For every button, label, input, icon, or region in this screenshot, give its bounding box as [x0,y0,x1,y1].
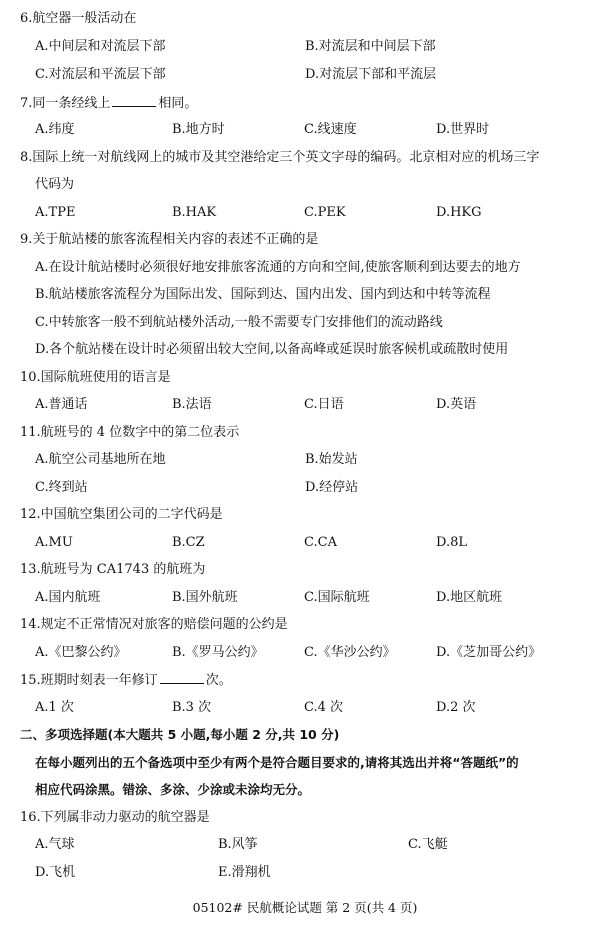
question-8-stem-line2: 代码为 [35,177,75,192]
question-11-option-d: D.经停站 [305,480,359,495]
question-16-option-b: B.风筝 [218,837,258,852]
question-11-option-c: C.终到站 [35,480,88,495]
question-9-option-b: B.航站楼旅客流程分为国际出发、国际到达、国内出发、国内到达和中转等流程 [35,287,491,302]
question-9-option-a: A.在设计航站楼时必须很好地安排旅客流通的方向和空间,使旅客顺利到达要去的地方 [35,260,521,275]
section-2-heading: 二、多项选择题(本大题共 5 小题,每小题 2 分,共 10 分) [20,727,340,742]
question-15-blank [160,671,204,684]
question-10-option-c: C.日语 [304,397,344,412]
question-16-option-e: E.滑翔机 [218,865,271,880]
question-12-option-b: B.CZ [172,535,205,550]
question-15-stem-start: 15.班期时刻表一年修订 [20,673,158,688]
question-13-option-d: D.地区航班 [436,590,503,605]
question-14-stem: 14.规定不正常情况对旅客的赔偿问题的公约是 [20,617,288,632]
question-14-option-c: C.《华沙公约》 [304,645,396,660]
question-7-option-d: D.世界时 [436,122,490,137]
question-13-stem: 13.航班号为 CA1743 的航班为 [20,562,206,577]
question-13-option-a: A.国内航班 [35,590,101,605]
question-9-stem: 9.关于航站楼的旅客流程相关内容的表述不正确的是 [20,232,319,247]
question-11-option-a: A.航空公司基地所在地 [35,452,166,467]
question-12-option-c: C.CA [304,535,337,550]
question-6-option-b: B.对流层和中间层下部 [305,39,436,54]
question-12-stem: 12.中国航空集团公司的二字代码是 [20,507,223,522]
question-7-stem-start: 7.同一条经线上 [20,96,111,111]
question-8-stem-line1: 8.国际上统一对航线网上的城市及其空港给定三个英文字母的编码。北京相对应的机场三字 [20,150,540,165]
question-12-option-a: A.MU [35,535,73,550]
question-10-stem: 10.国际航班使用的语言是 [20,370,171,385]
question-6-stem: 6.航空器一般活动在 [20,11,137,26]
question-8-option-d: D.HKG [436,205,482,220]
question-14-option-a: A.《巴黎公约》 [35,645,127,660]
question-7-stem-end: 相同。 [158,96,198,111]
question-6-option-c: C.对流层和平流层下部 [35,67,166,82]
question-11-option-b: B.始发站 [305,452,358,467]
question-9-option-d: D.各个航站楼在设计时必须留出较大空间,以备高峰或延误时旅客候机或疏散时使用 [35,342,509,357]
question-9-option-c: C.中转旅客一般不到航站楼外活动,一般不需要专门安排他们的流动路线 [35,315,443,330]
section-2-instructions-line1: 在每小题列出的五个备选项中至少有两个是符合题目要求的,请将其选出并将“答题纸”的 [35,755,519,770]
question-6-option-d: D.对流层下部和平流层 [305,67,437,82]
question-10-option-d: D.英语 [436,397,477,412]
question-7-stem [20,94,197,113]
question-8-option-a: A.TPE [35,205,76,220]
question-16-option-c: C.飞艇 [408,837,448,852]
page-footer: 05102# 民航概论试题 第 2 页(共 4 页) [192,900,418,915]
question-6-option-a: A.中间层和对流层下部 [35,39,166,54]
question-7-option-b: B.地方时 [172,122,225,137]
question-14-option-d: D.《芝加哥公约》 [436,645,542,660]
question-15-option-c: C.4 次 [304,700,344,715]
question-15-option-a: A.1 次 [35,700,74,715]
question-15-option-b: B.3 次 [172,700,212,715]
question-15-option-d: D.2 次 [436,700,476,715]
question-12-option-d: D.8L [436,535,467,550]
question-8-option-b: B.HAK [172,205,217,220]
question-11-stem: 11.航班号的 4 位数字中的第二位表示 [20,425,240,440]
question-16-stem: 16.下列属非动力驱动的航空器是 [20,810,210,825]
question-7-blank [112,94,156,107]
question-13-option-b: B.国外航班 [172,590,238,605]
question-10-option-b: B.法语 [172,397,212,412]
question-16-option-a: A.气球 [35,837,75,852]
question-7-option-c: C.线速度 [304,122,357,137]
question-15-stem [20,671,232,690]
question-13-option-c: C.国际航班 [304,590,370,605]
section-2-instructions-line2: 相应代码涂黑。错涂、多涂、少涂或未涂均无分。 [35,782,311,797]
question-8-option-c: C.PEK [304,205,346,220]
question-16-option-d: D.飞机 [35,865,76,880]
question-15-stem-end: 次。 [205,673,232,688]
question-14-option-b: B.《罗马公约》 [172,645,264,660]
question-10-option-a: A.普通话 [35,397,88,412]
question-7-option-a: A.纬度 [35,122,75,137]
